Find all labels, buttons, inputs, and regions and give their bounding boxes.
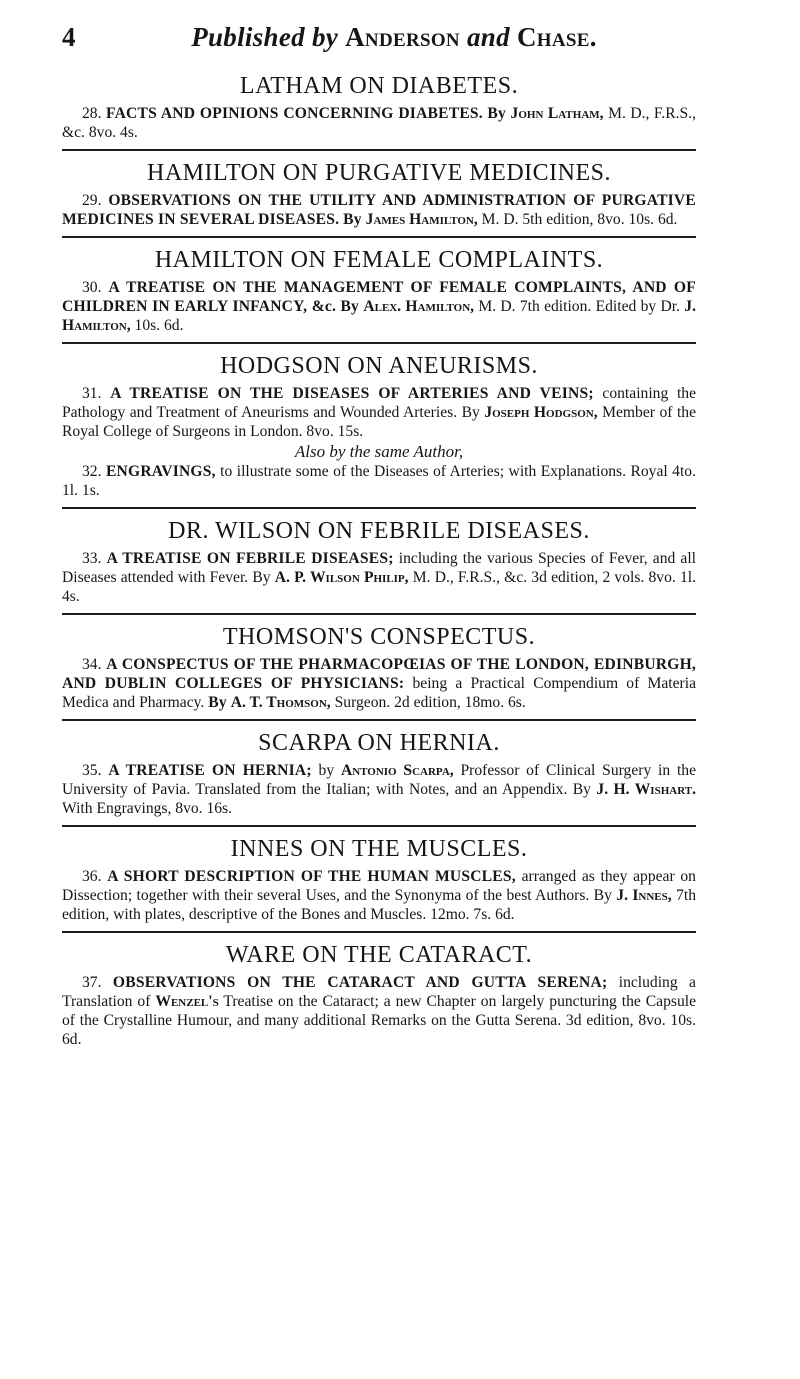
entry-lead: OBSERVATIONS ON THE CATARACT AND GUTTA SERENA;: [112, 974, 608, 991]
entry-lead: A CONSPECTUS OF THE PHARMACOPŒIAS OF THE LONDON, EDINBURGH, AND DUBLIN COLLEGES OF PHYSICIANS:: [62, 656, 696, 692]
entry-description: [62, 104, 696, 142]
entry-lead: A TREATISE ON FEBRILE DISEASES;: [106, 550, 394, 567]
entry-lead: ENGRAVINGS,: [105, 463, 216, 480]
entry-details: Treatise on the Cataract; a new Chapter on largely puncturing the Capsule of the Crystalline Humour, and many additional Remarks on the Gutta Serena. 3d edition, 8vo. 10s. 6d.: [62, 993, 697, 1048]
entry-text: by: [318, 762, 335, 779]
catalogue-entry-ware: [62, 942, 696, 1049]
entry-description: [62, 761, 696, 818]
entry-title: THOMSON'S CONSPECTUS.: [222, 624, 536, 650]
entry-by: By: [340, 298, 360, 315]
entry-lead: A TREATISE ON HERNIA;: [108, 762, 312, 779]
entry-text: including the various Species of Fever, and all Diseases attended with Fever. By: [62, 550, 697, 586]
entry-author: Alex. Hamilton,: [363, 298, 475, 315]
entry-details: to illustrate some of the Diseases of Arteries; with Explanations. Royal 4to. 1l. 1s.: [62, 463, 696, 499]
entry-price: 10s. 6d.: [134, 317, 184, 334]
entry-number: 28.: [82, 105, 102, 122]
entry-author: A. T. Thomson,: [230, 694, 331, 711]
entry-by: By: [487, 105, 507, 122]
entry-description: [62, 655, 696, 712]
publisher-name-2: Chase.: [516, 22, 597, 52]
entry-title: SCARPA ON HERNIA.: [258, 730, 500, 756]
entry-details: Member of the Royal College of Surgeons in London. 8vo. 15s.: [62, 404, 697, 440]
entry-details: M. D., F.R.S., &c. 8vo. 4s.: [62, 105, 697, 141]
entry-editor: J. Hamilton,: [62, 298, 696, 334]
entry-author: J. Innes,: [616, 887, 672, 904]
entry-number: 37.: [82, 974, 102, 991]
entry-details: M. D., F.R.S., &c. 3d edition, 2 vols. 8vo. 1l. 4s.: [62, 569, 696, 605]
entry-details: M. D. 5th edition, 8vo. 10s. 6d.: [481, 211, 678, 228]
divider-rule: [62, 342, 696, 344]
entry-details: M. D. 7th edition. Edited by Dr.: [478, 298, 680, 315]
divider-rule: [62, 236, 696, 238]
entry-lead: A TREATISE ON THE DISEASES OF ARTERIES AND VEINS;: [110, 385, 594, 402]
entry-number: 33.: [82, 550, 102, 567]
also-by-author: Also by the same Author,: [294, 442, 464, 461]
entry-text: containing the Pathology and Treatment of Aneurisms and Wounded Arteries. By: [62, 385, 696, 421]
entry-details: 7th edition, with plates, descriptive of the Bones and Muscles. 12mo. 7s. 6d.: [62, 887, 696, 923]
entry-author: A. P. Wilson Philip,: [274, 569, 409, 586]
catalogue-entry-wilson: [62, 518, 696, 606]
entry-description: [62, 191, 696, 229]
entry-lead: A TREATISE ON THE MANAGEMENT OF FEMALE COMPLAINTS, AND OF CHILDREN IN EARLY INFANCY, &c.: [62, 279, 696, 315]
entry-author: Antonio Scarpa,: [340, 762, 454, 779]
entry-by: By: [343, 211, 362, 228]
page-number: 4: [62, 22, 76, 52]
entry-title: WARE ON THE CATARACT.: [225, 942, 533, 968]
entry-title: HAMILTON ON FEMALE COMPLAINTS.: [154, 247, 604, 273]
entry-details: Surgeon. 2d edition, 18mo. 6s.: [334, 694, 526, 711]
entry-title: LATHAM ON DIABETES.: [239, 73, 519, 99]
entry-number: 35.: [82, 762, 102, 779]
entry-author: John Latham,: [510, 105, 604, 122]
entry-author: Joseph Hodgson,: [484, 404, 598, 421]
divider-rule: [62, 149, 696, 151]
entry-description: [62, 973, 696, 1049]
entry-text: arranged as they appear on Dissection; together with their several Uses, and the Synonyma of the best Authors. By: [62, 868, 696, 904]
entry-number: 29.: [82, 192, 102, 209]
entry-details: Professor of Clinical Surgery in the University of Pavia. Translated from the Italian; with Notes, and an Appendix. By: [62, 762, 697, 798]
entry-description: [62, 384, 696, 441]
divider-rule: [62, 507, 696, 509]
catalogue-entry-latham: [62, 73, 696, 142]
divider-rule: [62, 931, 696, 933]
catalogue-entry-hamilton-female: [62, 247, 696, 335]
entry-title: INNES ON THE MUSCLES.: [230, 836, 528, 862]
entry-title: HAMILTON ON PURGATIVE MEDICINES.: [146, 160, 611, 186]
catalogue-entry-scarpa: [62, 730, 696, 818]
publisher-line: [122, 22, 696, 53]
entry-description-2: [62, 462, 696, 500]
entry-price: With Engravings, 8vo. 16s.: [62, 800, 233, 817]
entry-author: Wenzel's: [155, 993, 219, 1010]
divider-rule: [62, 719, 696, 721]
entry-lead: A SHORT DESCRIPTION OF THE HUMAN MUSCLES,: [107, 868, 516, 885]
entry-description: [62, 549, 696, 606]
entry-text: including a Translation of: [62, 974, 696, 1010]
entry-by: By: [208, 694, 227, 711]
entry-text: being a Practical Compendium of Materia Medica and Pharmacy.: [62, 675, 696, 711]
publisher-name-1: Anderson: [345, 22, 460, 52]
catalogue-entry-hodgson: [62, 353, 696, 500]
catalogue-entry-innes: [62, 836, 696, 924]
entry-description: [62, 278, 696, 335]
catalogue-entry-thomson: [62, 624, 696, 712]
catalogue-entry-hamilton-purgative: [62, 160, 696, 229]
entry-number: 30.: [82, 279, 102, 296]
divider-rule: [62, 613, 696, 615]
entry-author: James Hamilton,: [365, 211, 478, 228]
entry-lead: OBSERVATIONS ON THE UTILITY AND ADMINISTRATION OF PURGATIVE MEDICINES IN SEVERAL DISEASES.: [62, 192, 696, 228]
entry-translator: J. H. Wishart.: [596, 781, 696, 798]
entry-number: 31.: [82, 385, 102, 402]
entry-number: 36.: [82, 868, 102, 885]
and-text: and: [467, 22, 510, 52]
entry-lead: FACTS AND OPINIONS CONCERNING DIABETES.: [106, 105, 483, 122]
divider-rule: [62, 825, 696, 827]
entry-description: [62, 867, 696, 924]
entry-title: DR. WILSON ON FEBRILE DISEASES.: [168, 518, 590, 544]
entry-number: 32.: [82, 463, 102, 480]
entry-number: 34.: [82, 656, 102, 673]
published-by-text: Published by: [191, 22, 339, 52]
entry-title: HODGSON ON ANEURISMS.: [220, 353, 538, 379]
page-header: [62, 22, 696, 53]
